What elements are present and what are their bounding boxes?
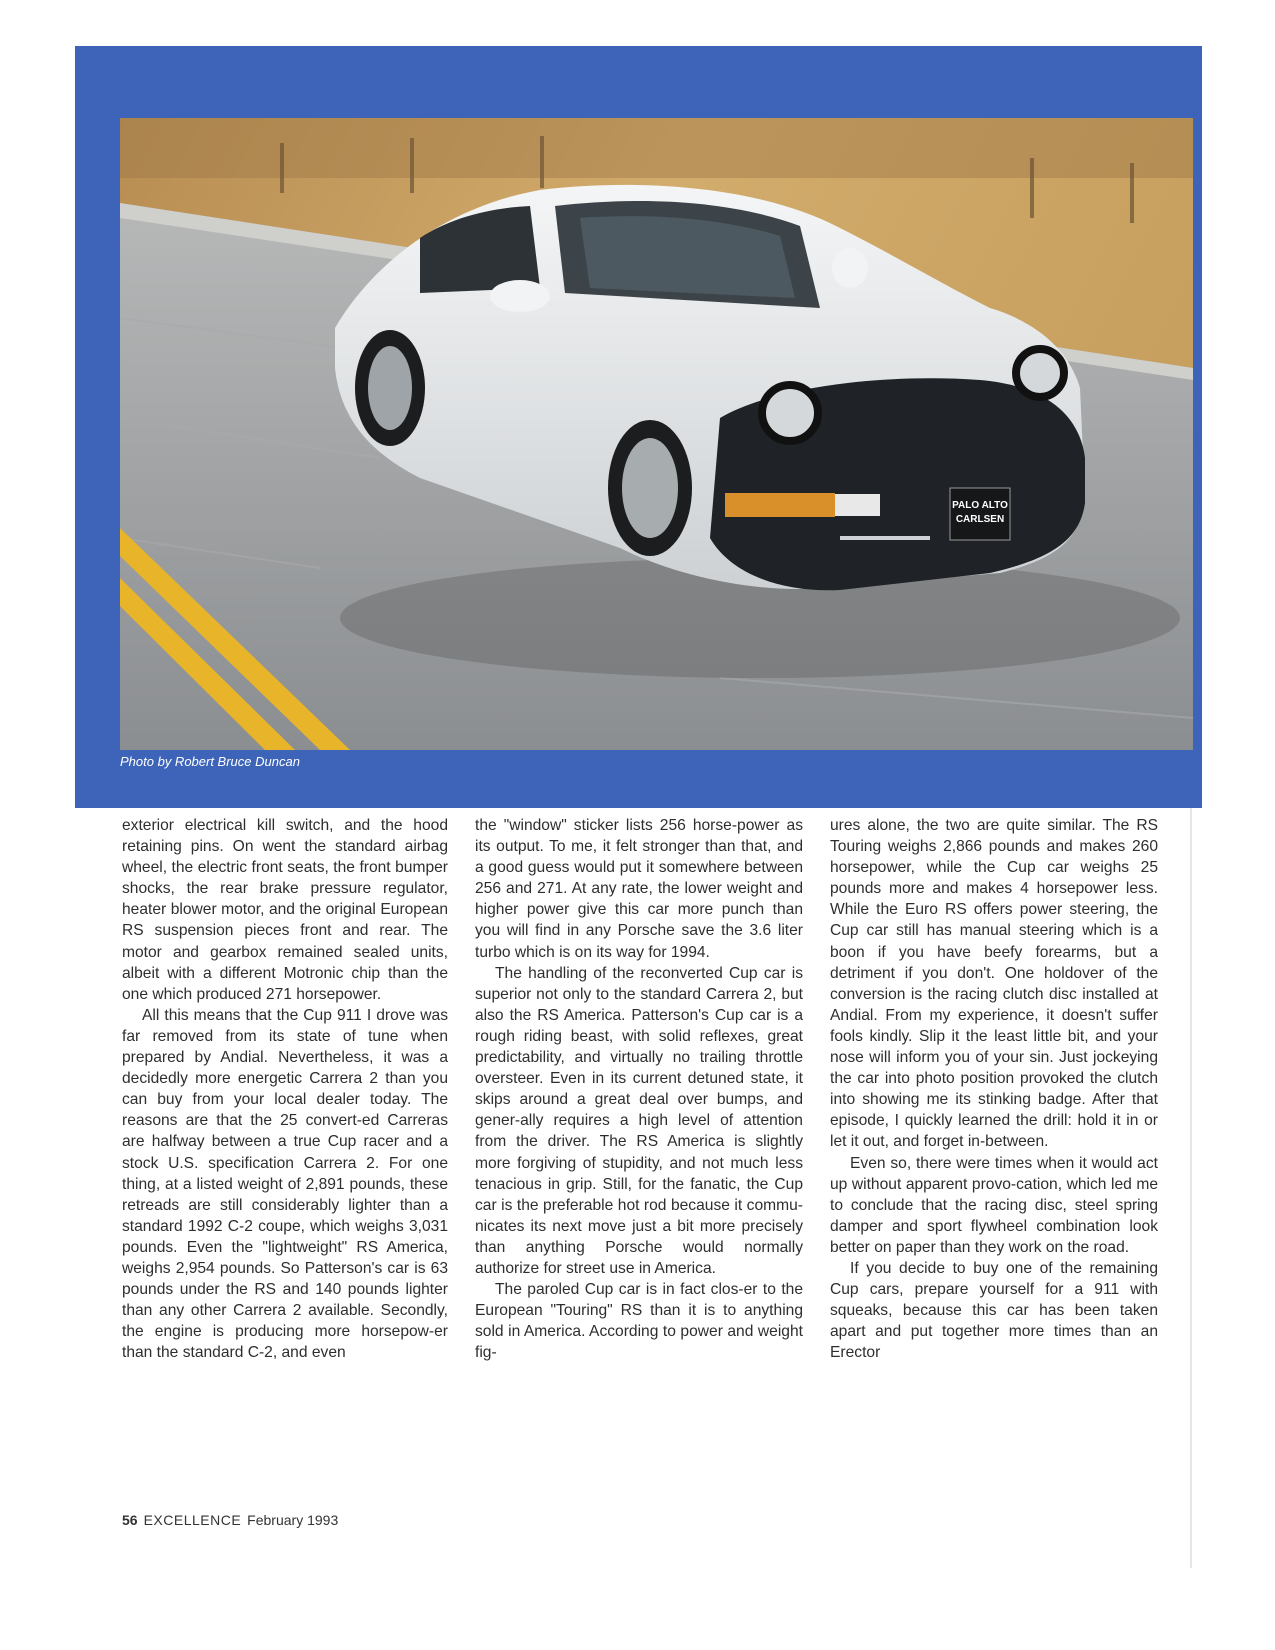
page-footer <box>122 1512 338 1528</box>
page-edge-shadow <box>1190 808 1192 1568</box>
paragraph: All this means that the Cup 911 I drove was far removed from its state of tune when prepared by Andial. Nevertheless, it was a decidedly more energetic Carrera 2 than you can buy from your local dealer today. The reasons are that the 25 convert-ed Carreras are halfway between a true Cup racer and a stock U.S. specification Carrera 2. For one thing, at a listed weight of 2,891 pounds, these retreads are still considerably lighter than a standard 1992 C-2 coupe, which weighs 3,031 pounds. Even the "lightweight" RS America, weighs 2,954 pounds. So Patterson's car is 63 pounds under the RS and 140 pounds lighter than any other Carrera 2 available. Secondly, the engine is producing more horsepow-er than the standard C-2, and even <box>122 1006 448 1362</box>
paragraph: If you decide to buy one of the remaining Cup cars, prepare yourself for a 911 with squeaks, because this car has been taken apart and put together more times than an Erector <box>830 1259 1158 1362</box>
plate-line1: PALO ALTO <box>952 500 1008 511</box>
plate-line2: CARLSEN <box>955 514 1005 525</box>
page-number: 56 <box>122 1512 138 1528</box>
paragraph: The paroled Cup car is in fact clos-er to the European "Touring" RS than it is to anything sold in America. According to power and weight fig- <box>475 1281 803 1362</box>
article-column-3 <box>830 815 1158 1363</box>
article-column-1 <box>122 815 448 1363</box>
car-photo <box>120 118 1193 750</box>
paragraph: Even so, there were times when it would act up without apparent provo-cation, which led me to conclude that the racing disc, steel spring damper and sport flywheel combination look better on paper than they work on the road. <box>830 1154 1158 1256</box>
paragraph: ures alone, the two are quite similar. The RS Touring weighs 2,866 pounds and makes 260 horsepower, while the Cup car weighs 25 pounds more and makes 4 horsepower less. While the Euro RS offers power steering, the Cup car still has manual steering which is a boon if you have beefy forearms, but a detriment if you don't. One holdover of the conversion is the racing clutch disc installed at Andial. From my experience, it doesn't suffer fools kindly. Slip it the least little bit, and your nose will inform you of your sin. Just jockeying the car into photo position provoked the clutch into showing me its stinking badge. After that episode, I quickly learned the drill: hold it in or let it out, and forget in-between. <box>830 817 1158 1151</box>
magazine-name: EXCELLENCE <box>143 1512 242 1528</box>
paragraph: exterior electrical kill switch, and the hood retaining pins. On went the standard airbag wheel, the electric front seats, the front bumper shocks, the rear brake pressure regulator, heater blower motor, and the original European RS suspension pieces front and rear. The motor and gearbox remained sealed units, albeit with a different Motronic chip than the one which produced 271 horsepower. <box>122 817 448 1003</box>
issue-date: February 1993 <box>247 1512 339 1528</box>
article-column-2 <box>475 815 803 1363</box>
photo-credit: Photo by Robert Bruce Duncan <box>120 754 300 769</box>
paragraph: the "window" sticker lists 256 horse-power as its output. To me, it felt stronger than that, and a good guess would put it somewhere between 256 and 271. At any rate, the lower weight and higher power give this car more punch than you will find in any Porsche save the 3.6 liter turbo which is on its way for 1994. <box>475 817 803 961</box>
paragraph: The handling of the reconverted Cup car is superior not only to the standard Carrera 2, but also the RS America. Patterson's Cup car is a rough riding beast, with solid reflexes, great predictability, and virtually no trailing throttle oversteer. Even in its current detuned state, it skips around a great deal over bumps, and gener-ally requires a high level of attention from the driver. The RS America is slightly more forgiving of stupidity, and not much less tenacious in grip. Still, for the fanatic, the Cup car is the preferable hot rod because it commu-nicates its next move just a bit more precisely than anything Porsche would normally authorize for street use in America. <box>475 964 803 1277</box>
